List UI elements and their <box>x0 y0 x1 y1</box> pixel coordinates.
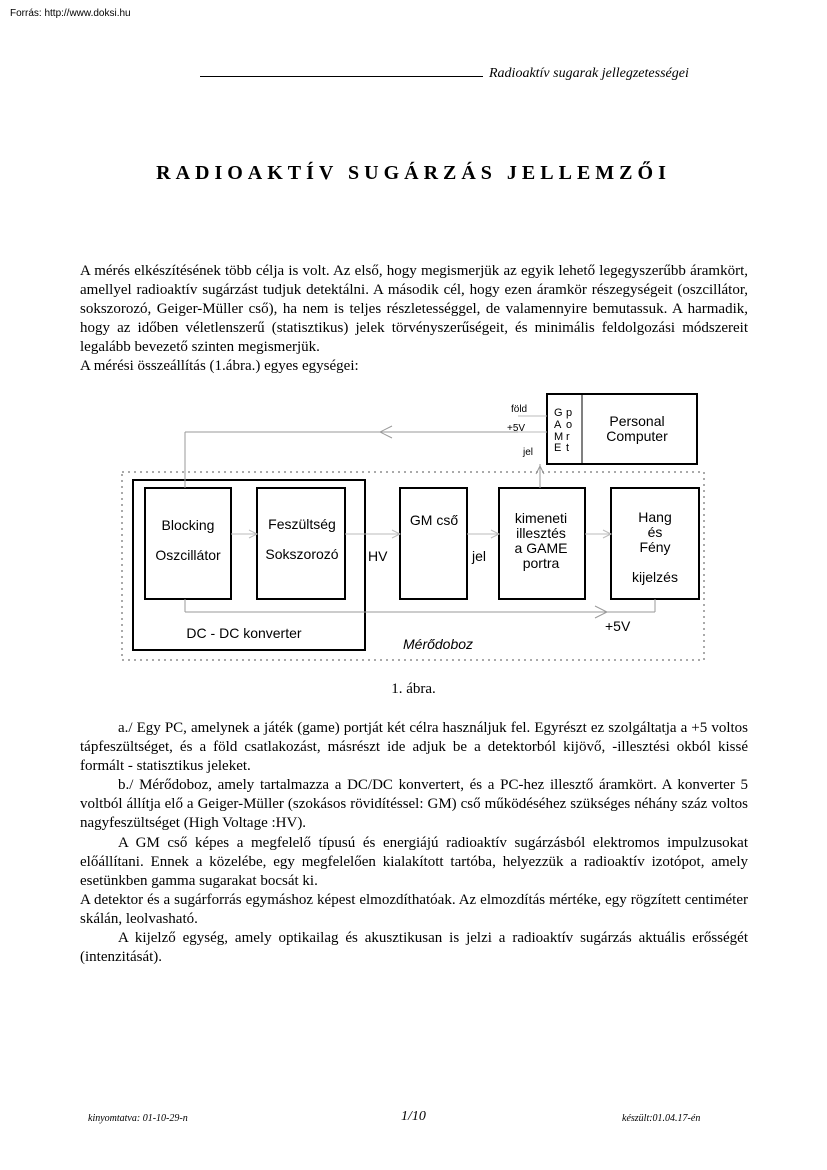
block-diagram <box>100 388 710 670</box>
game-letter-e: E <box>554 442 562 454</box>
port-letter-p: p <box>566 407 573 419</box>
figure-caption: 1. ábra. <box>391 681 436 697</box>
kimeneti-label-3: a GAME <box>514 540 568 556</box>
source-url: Forrás: http://www.doksi.hu <box>10 8 131 19</box>
jel-label: jel <box>472 548 487 564</box>
running-header <box>200 64 730 82</box>
kimeneti-label-4: portra <box>522 555 560 571</box>
body-paragraph-b: b./ Mérődoboz, amely tartalmazza a DC/DC konvertert, és a PC-hez illesztő áramkört. A konverter 5 voltból állítja elő a Geiger-Müller (szokásos rövidítéssel: GM) cső működéséhez szükséges néhány száz voltos nagyfeszültséget (High Voltage :HV). <box>80 777 748 831</box>
footer-created: készült:01.04.17-én <box>622 1113 701 1124</box>
pc-label-2: Computer <box>606 428 668 444</box>
gm-label: GM cső <box>409 512 459 528</box>
hv-label: HV <box>368 548 388 564</box>
body-paragraph-a: a./ Egy PC, amelynek a játék (game) portját két célra használjuk fel. Egyrészt ez szolgáltatja a +5 voltos tápfeszültséget, és a föld csatlakozást, másrészt ide adjuk be a detektorból kijövő, -illesztési okból kissé formált - statisztikus jeleket. <box>80 720 748 774</box>
hang-label-4: kijelzés <box>632 569 678 585</box>
hang-label-2: és <box>647 524 663 540</box>
body-paragraph-gm: A GM cső képes a megfelelő típusú és energiájú radioaktív sugárzásból elektromos impulzusokat előállítani. Ennek a közelébe, egy megfelelően kialakított tartóba, helyezzük a radioaktív izotópot, amely esetünkben gamma sugarakat bocsát ki. <box>80 835 748 889</box>
game-letter-a: A <box>554 419 562 431</box>
kimeneti-label-1: kimeneti <box>514 510 568 526</box>
game-letter-g: G <box>554 407 563 419</box>
hang-label-3: Fény <box>639 539 671 555</box>
feszultseg-label-1: Feszültség <box>268 516 336 532</box>
page-title: RADIOAKTÍV SUGÁRZÁS JELLEMZŐI <box>156 162 671 184</box>
fold-label: föld <box>511 404 528 415</box>
body-paragraph-detector: A detektor és a sugárforrás egymáshoz képest elmozdíthatóak. Az elmozdítás mértéke, egy rögzített centiméter skálán, leolvasható. <box>80 892 748 927</box>
pc-label-1: Personal <box>609 413 665 429</box>
blocking-box <box>145 488 231 599</box>
port-letter-o: o <box>566 419 573 431</box>
footer-printed: kinyomtatva: 01-10-29-n <box>88 1113 188 1124</box>
body-paragraph-display: A kijelző egység, amely optikailag és akusztikusan is jelzi a radioaktív sugárzás aktuális erősségét (intenzitását). <box>80 930 748 965</box>
intro-lead: A mérési összeállítás (1.ábra.) egyes egységei: <box>80 358 359 374</box>
intro-paragraph: A mérés elkészítésének több célja is volt. Az első, hogy megismerjük az egyik lehető legegyszerűbb áramkört, amellyel radioaktív sugárzást tudjuk detektálni. A második cél, hogy ezen áramkör részegységeit (oszcillátor, sokszorozó, Geiger-Müller cső), ha nem is teljes részletességgel, de valamennyire bemutassuk. A harmadik, hogy az időben véletlenszerű (statisztikus) jelek törvényszerűségeit, és minimális feldolgozási módszereit legalább bevezető szinten megismerjük. <box>80 263 748 355</box>
kimeneti-label-2: illesztés <box>516 525 566 541</box>
blocking-label-2: Oszcillátor <box>155 547 221 563</box>
blocking-label-1: Blocking <box>161 517 215 533</box>
header-title: Radioaktív sugarak jellegzetességei <box>489 66 689 81</box>
game-letter-m: M <box>554 431 564 443</box>
header-rule <box>200 64 483 77</box>
plus5-label: +5V <box>507 423 526 434</box>
merodoboz-label: Mérődoboz <box>403 636 474 652</box>
jel-pc-label: jel <box>523 447 534 458</box>
page-number: 1/10 <box>401 1109 426 1124</box>
plus5-bottom-label: +5V <box>605 618 631 634</box>
hang-label-1: Hang <box>638 509 672 525</box>
feszultseg-label-2: Sokszorozó <box>265 546 339 562</box>
port-letter-t: t <box>566 442 570 454</box>
gm-box <box>400 488 467 599</box>
dcdc-label: DC - DC konverter <box>186 625 302 641</box>
port-letter-r: r <box>566 431 570 443</box>
feszultseg-box <box>257 488 345 599</box>
